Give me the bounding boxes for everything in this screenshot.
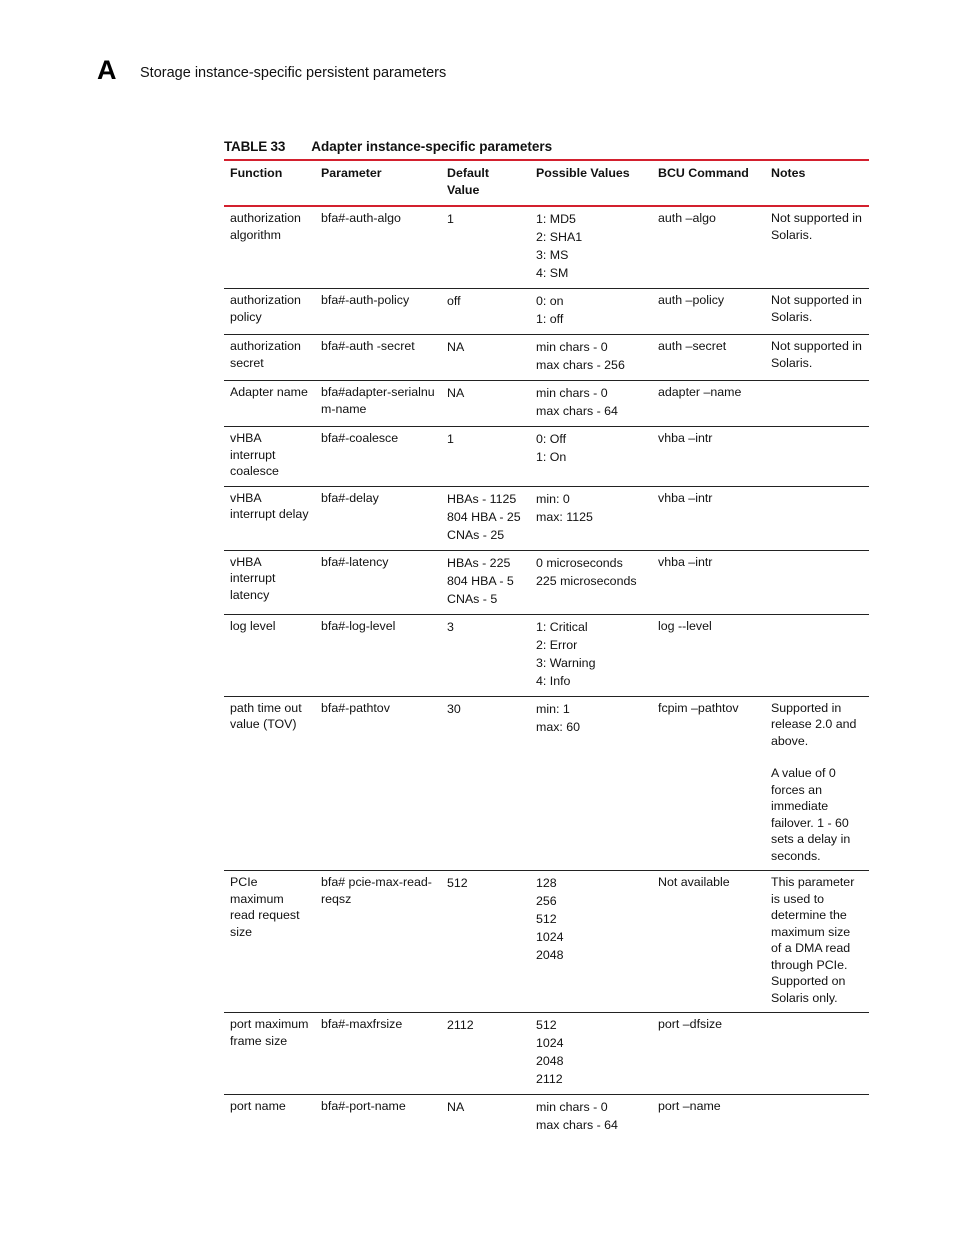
cell-notes — [765, 206, 869, 289]
cell-function: log level — [224, 614, 315, 696]
table-row — [224, 381, 869, 427]
cell-bcu-command: log --level — [652, 614, 765, 696]
cell-possible-values — [530, 550, 652, 614]
possible-value-line: max: 1125 — [536, 509, 593, 524]
cell-bcu-command: auth –secret — [652, 335, 765, 381]
cell-default-value — [441, 871, 530, 1013]
cell-parameter: bfa#-port-name — [321, 1099, 406, 1113]
cell-notes — [765, 550, 869, 614]
cell-default-value — [441, 486, 530, 550]
cell-bcu-command: adapter –name — [652, 381, 765, 427]
possible-value-line: min chars - 0 — [536, 340, 608, 354]
cell-parameter: bfa#-log-level — [315, 614, 441, 696]
cell-default-value — [441, 289, 530, 335]
possible-value-line: 4: Info — [536, 673, 571, 688]
possible-value-line: 1: On — [536, 450, 567, 464]
possible-value-line: max chars - 64 — [536, 404, 618, 418]
cell-function: authorization secret — [224, 335, 315, 381]
parameters-table — [224, 159, 869, 1140]
cell-function: PCIe maximum read request size — [224, 871, 315, 1013]
cell-notes — [765, 871, 869, 1013]
cell-bcu-command: vhba –intr — [652, 550, 765, 614]
possible-value-line: max: 60 — [536, 719, 581, 734]
possible-value-line: 3: MS — [536, 248, 569, 262]
cell-possible-values — [530, 696, 652, 871]
possible-value-line: 0: on — [536, 294, 564, 308]
cell-possible-values — [530, 486, 652, 550]
cell-function: vHBA interrupt delay — [224, 486, 315, 550]
cell-bcu-command: Not available — [652, 871, 765, 1013]
default-value-line: NA — [447, 1100, 465, 1114]
default-value-line: 1 — [447, 212, 454, 226]
possible-value-line: 1: MD5 — [536, 212, 576, 226]
default-value-line: CNAs - 5 — [447, 591, 498, 606]
cell-notes — [765, 486, 869, 550]
possible-value-line: min: 1 — [536, 701, 570, 716]
table-row — [224, 206, 869, 289]
cell-possible-values — [530, 381, 652, 427]
column-header-default-value: Default Value — [447, 166, 489, 197]
possible-value-line: 2048 — [536, 1054, 564, 1068]
cell-bcu-command: fcpim –pathtov — [652, 696, 765, 871]
table-row — [224, 550, 869, 614]
cell-parameter: bfa#-auth-policy — [315, 289, 441, 335]
table-row — [224, 871, 869, 1013]
default-value-line: 2112 — [447, 1018, 474, 1032]
default-value-line: 804 HBA - 25 — [447, 509, 521, 524]
cell-notes — [765, 335, 869, 381]
cell-default-value — [441, 381, 530, 427]
cell-notes — [765, 1095, 869, 1141]
cell-default-value — [441, 1095, 530, 1141]
cell-possible-values — [530, 871, 652, 1013]
cell-bcu-command: port –name — [658, 1099, 721, 1113]
cell-notes — [765, 614, 869, 696]
cell-parameter: bfa#-latency — [315, 550, 441, 614]
table-row — [224, 427, 869, 487]
cell-possible-values — [530, 614, 652, 696]
table-body — [224, 206, 869, 1140]
cell-default-value — [441, 696, 530, 871]
table-row — [224, 335, 869, 381]
cell-parameter: bfa#-auth -secret — [315, 335, 441, 381]
possible-value-line: 1: off — [536, 312, 564, 326]
possible-value-line: min chars - 0 — [536, 1100, 608, 1114]
cell-parameter: bfa#-pathtov — [315, 696, 441, 871]
cell-parameter: bfa# pcie-max-read-reqsz — [315, 871, 441, 1013]
cell-possible-values — [530, 289, 652, 335]
cell-default-value — [441, 427, 530, 487]
cell-bcu-command: auth –policy — [652, 289, 765, 335]
cell-parameter: bfa#-maxfrsize — [315, 1013, 441, 1095]
running-header: Storage instance-specific persistent parameters — [140, 65, 447, 81]
cell-function: authorization algorithm — [224, 206, 315, 289]
notes-paragraph-gap — [771, 749, 863, 765]
possible-value-line: min: 0 — [536, 491, 570, 506]
table-row — [224, 289, 869, 335]
possible-value-line: max chars - 256 — [536, 358, 625, 372]
table-row — [224, 486, 869, 550]
default-value-line: NA — [447, 340, 465, 354]
table-header-row — [224, 160, 869, 206]
possible-value-line: 2: Error — [536, 637, 578, 652]
cell-possible-values — [530, 206, 652, 289]
cell-possible-values — [530, 1013, 652, 1095]
cell-function: port maximum frame size — [224, 1013, 315, 1095]
possible-value-line: 512 — [536, 1018, 557, 1032]
table-caption — [224, 139, 552, 154]
table-caption-title: Adapter instance-specific parameters — [311, 139, 553, 154]
cell-function: Adapter name — [224, 381, 315, 427]
table-row — [224, 1013, 869, 1095]
table-row — [224, 614, 869, 696]
cell-bcu-command: vhba –intr — [652, 486, 765, 550]
cell-function: port name — [230, 1099, 286, 1113]
cell-default-value — [441, 1013, 530, 1095]
possible-value-line: 0: Off — [536, 432, 567, 446]
default-value-line: CNAs - 25 — [447, 527, 505, 542]
cell-notes — [765, 1013, 869, 1095]
notes-paragraph: Not supported in Solaris. — [771, 211, 862, 242]
default-value-line: 1 — [447, 432, 454, 446]
cell-function: path time out value (TOV) — [224, 696, 315, 871]
cell-function: vHBA interrupt latency — [224, 550, 315, 614]
default-value-line: 30 — [447, 701, 461, 716]
possible-value-line: 2: SHA1 — [536, 230, 583, 244]
possible-value-line: 4: SM — [536, 266, 569, 280]
cell-possible-values — [530, 335, 652, 381]
cell-parameter: bfa#adapter-serialnum-name — [315, 381, 441, 427]
cell-default-value — [441, 550, 530, 614]
notes-paragraph: A value of 0 forces an immediate failover. 1 - 60 sets a delay in seconds. — [771, 766, 851, 863]
cell-default-value — [441, 614, 530, 696]
possible-value-line: min chars - 0 — [536, 386, 608, 400]
column-header-possible-values: Possible Values — [536, 166, 630, 180]
table-row — [224, 1095, 869, 1141]
cell-parameter: bfa#-delay — [315, 486, 441, 550]
default-value-line: 512 — [447, 876, 468, 890]
column-header-notes: Notes — [771, 166, 806, 180]
column-header-parameter: Parameter — [321, 166, 382, 180]
default-value-line: HBAs - 1125 — [447, 491, 517, 506]
default-value-line: 3 — [447, 619, 454, 634]
possible-value-line: 0 microseconds — [536, 555, 623, 570]
notes-paragraph: This parameter is used to determine the maximum size of a DMA read through PCIe. Supported on Solaris only. — [771, 875, 855, 1005]
cell-possible-values — [530, 1095, 652, 1141]
possible-value-line: max chars - 64 — [536, 1118, 618, 1132]
possible-value-line: 225 microseconds — [536, 573, 637, 588]
default-value-line: NA — [447, 386, 465, 400]
possible-value-line: 2112 — [536, 1072, 563, 1086]
cell-notes — [765, 289, 869, 335]
possible-value-line: 2048 — [536, 948, 564, 962]
cell-notes — [765, 696, 869, 871]
default-value-line: off — [447, 294, 461, 308]
cell-notes — [765, 427, 869, 487]
cell-possible-values — [530, 427, 652, 487]
cell-parameter: bfa#-coalesce — [315, 427, 441, 487]
possible-value-line: 128 — [536, 876, 557, 890]
column-header-bcu-command: BCU Command — [658, 166, 749, 180]
notes-paragraph: Not supported in Solaris. — [771, 293, 862, 324]
table-row — [224, 696, 869, 871]
cell-bcu-command: port –dfsize — [652, 1013, 765, 1095]
table-caption-label: TABLE 33 — [224, 139, 286, 154]
default-value-line: 804 HBA - 5 — [447, 573, 514, 588]
possible-value-line: 1024 — [536, 1036, 564, 1050]
default-value-line: HBAs - 225 — [447, 555, 511, 570]
possible-value-line: 3: Warning — [536, 655, 596, 670]
cell-bcu-command: vhba –intr — [652, 427, 765, 487]
cell-function: vHBA interrupt coalesce — [224, 427, 315, 487]
possible-value-line: 256 — [536, 894, 557, 908]
cell-parameter: bfa#-auth-algo — [315, 206, 441, 289]
cell-function: authorization policy — [224, 289, 315, 335]
cell-bcu-command: auth –algo — [652, 206, 765, 289]
cell-default-value — [441, 335, 530, 381]
notes-paragraph: Supported in release 2.0 and above. — [771, 700, 857, 748]
possible-value-line: 512 — [536, 912, 557, 926]
column-header-function: Function — [230, 166, 283, 180]
possible-value-line: 1024 — [536, 930, 564, 944]
notes-paragraph: Not supported in Solaris. — [771, 339, 862, 370]
appendix-letter: A — [97, 55, 117, 85]
possible-value-line: 1: Critical — [536, 619, 588, 634]
cell-default-value — [441, 206, 530, 289]
cell-notes — [765, 381, 869, 427]
